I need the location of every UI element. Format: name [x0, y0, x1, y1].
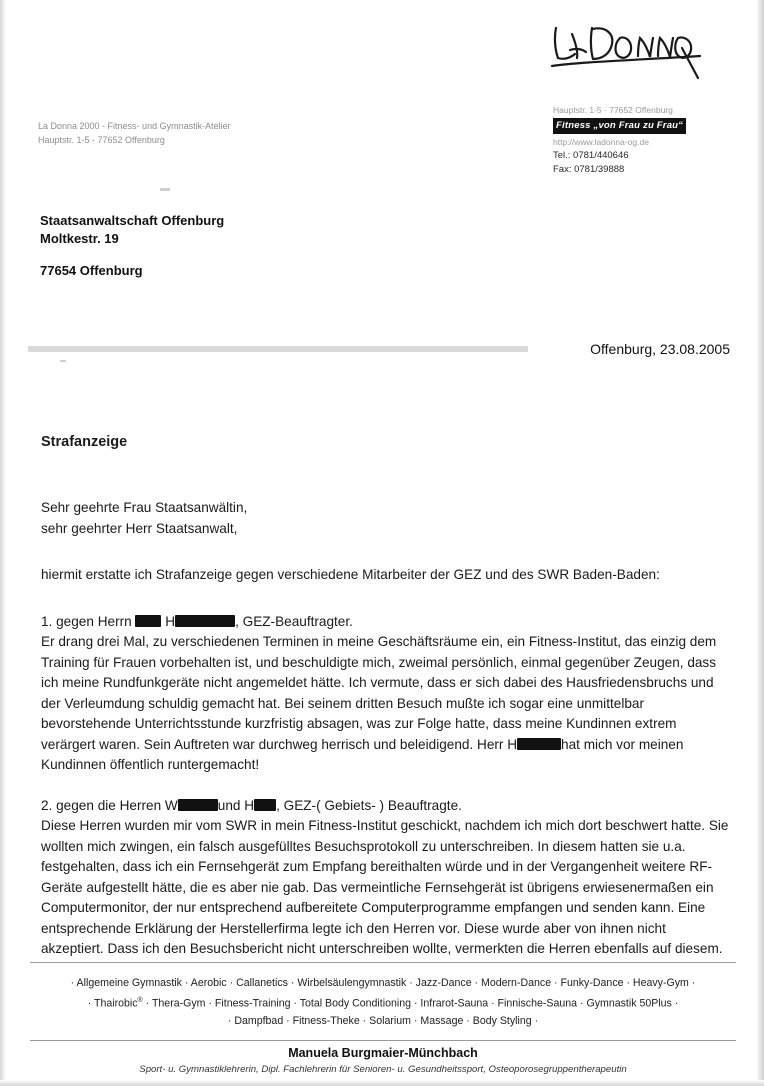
recipient-line-3: 77654 Offenburg	[40, 263, 143, 278]
body-spacer-3	[41, 776, 731, 796]
redaction-block	[135, 615, 161, 627]
letterhead-web: http://www.ladonna-og.de	[553, 137, 649, 147]
intro-paragraph: hiermit erstatte ich Strafanzeige gegen verschiedene Mitarbeiter der GEZ und des SWR Baden-Baden:	[41, 567, 660, 582]
item-2-heading-post: , GEZ-( Gebiets- ) Beauftragte.	[276, 797, 462, 813]
letterhead-fax: Fax: 0781/39888	[553, 164, 625, 175]
footer-services-line-2	[30, 992, 736, 1013]
body-spacer-1	[41, 539, 731, 565]
salutation-line-2: sehr geehrter Herr Staatsanwalt,	[41, 520, 238, 536]
salutation-line-1: Sehr geehrte Frau Staatsanwältin,	[41, 500, 248, 515]
redaction-block	[178, 799, 218, 811]
footer-services-line-1: · Allgemeine Gymnastik · Aerobic · Callanetics · Wirbelsäulengymnastik · Jazz-Dance · Modern-Dance · Funky-Dance · Heavy-Gym ·	[70, 977, 696, 989]
item-1-heading-pre: 1. gegen Herrn	[41, 613, 136, 629]
letter-body	[41, 498, 731, 960]
scan-edge-bottom	[0, 1080, 764, 1086]
scan-edge-left	[0, 0, 6, 1086]
letterhead-phone: Tel.: 0781/440646	[553, 150, 629, 161]
footer-divider-top	[30, 962, 736, 963]
recipient-spacer	[40, 248, 224, 262]
recipient-address	[40, 212, 224, 280]
letterhead-block	[553, 104, 733, 177]
footer-services	[30, 975, 736, 1030]
sender-line-1: La Donna 2000 - Fitness- und Gymnastik-Atelier	[38, 121, 231, 131]
footer-owner-name: Manuela Burgmaier-Münchbach	[288, 1046, 478, 1060]
redaction-block	[254, 799, 276, 811]
body-spacer-2	[41, 586, 731, 612]
scan-artifact-band	[28, 346, 528, 352]
scan-speck	[160, 188, 170, 191]
item-1-paragraph	[41, 632, 731, 776]
item-1-heading-mid: H	[161, 613, 176, 629]
item-1-text: Er drang drei Mal, zu verschiedenen Terminen in meine Geschäftsräume ein, ein Fitness-Institut, das einzig dem Training für Frauen vorbehalten ist, und beschuldigte mich, zweimal persönlich, einmal gegenüber Zeugen, dass ich meine Rundfunkgeräte nicht angemeldet hätte. Ich vermute, dass er sich dabei des Hausfriedensbruchs und der Verleumdung schuldig gemacht hat. Bei seinem dritten Besuch mußte ich sogar eine unmittelbar bevorstehende Unterrichtsstunde kurzfristig absagen, was zur Folge hatte, dass meine Kundinnen extrem verärgert waren. Sein Auftreten war durchweg herrisch und beleidigend. Herr H	[41, 634, 717, 752]
item-1-text-tail: hat mich vor meinen Kundinnen öffentlich runtergemacht!	[41, 736, 684, 772]
redaction-block	[517, 738, 561, 750]
item-2-heading-pre: 2. gegen die Herren W	[41, 797, 178, 813]
sender-address	[38, 119, 368, 147]
item-2-heading-mid: und H	[217, 797, 255, 813]
footer-qualification: Sport- u. Gymnastiklehrerin, Dipl. Fachlehrerin für Senioren- u. Gesundheitssport, Osteoporosegruppentherapeutin	[139, 1064, 627, 1075]
la-donna-logo	[548, 16, 708, 86]
letterhead-slogan: Fitness „von Frau zu Frau“	[553, 118, 686, 134]
registered-mark: ®	[137, 997, 143, 1004]
scan-edge-right	[756, 0, 764, 1086]
footer-services-line-3: · Dampfbad · Fitness-Theke · Solarium · Massage · Body Styling ·	[227, 1014, 539, 1027]
footer-services-line-2-pre: · Thairobic	[87, 997, 138, 1010]
item-1-heading-post: , GEZ-Beauftragter.	[235, 613, 353, 629]
recipient-line-2: Moltkestr. 19	[40, 231, 119, 246]
scan-speck	[60, 360, 66, 362]
letterhead-address: Hauptstr. 1-5 · 77652 Offenburg	[553, 105, 673, 115]
item-2-paragraph: Diese Herren wurden mir vom SWR in mein Fitness-Institut geschickt, nachdem ich mich dort beschwert hatte. Sie wollten mich zwingen, ein falsch ausgefülltes Besuchsprotokoll zu unterschreiben. In diesem hatten sie u.a. festgehalten, dass ich ein Fernsehgerät zum Empfang bereithalten würde und in der Vergangenheit weitere RF-Geräte aufgestellt hätte, die es aber nie gab. Das vermeintliche Fernsehgerät ist übrigens erwiesenermaßen ein Computermonitor, der nur entsprechend aufbereitete Computerprogramme empfangen und senden kann. Eine entsprechende Erklärung der Herstellerfirma legte ich den Herren vor. Diese wurde aber von ihnen nicht akzeptiert. Dass ich den Besuchsbericht nicht unterschreiben wollte, vermerkten die Herren ebenfalls auf diesem.	[41, 818, 729, 956]
item-2-heading	[41, 796, 731, 817]
letter-subject: Strafanzeige	[41, 434, 128, 450]
recipient-line-1: Staatsanwaltschaft Offenburg	[40, 213, 225, 228]
item-1-heading	[41, 612, 731, 633]
footer-divider-bottom	[30, 1040, 736, 1041]
footer-services-line-2-post: · Thera-Gym · Fitness-Training · Total Body Conditioning · Infrarot-Sauna · Finnische-Sauna · Gymnastik 50Plus ·	[142, 997, 679, 1010]
place-and-date: Offenburg, 23.08.2005	[590, 341, 730, 357]
redaction-block	[175, 615, 235, 627]
sender-line-2: Hauptstr. 1-5 - 77652 Offenburg	[38, 135, 165, 145]
